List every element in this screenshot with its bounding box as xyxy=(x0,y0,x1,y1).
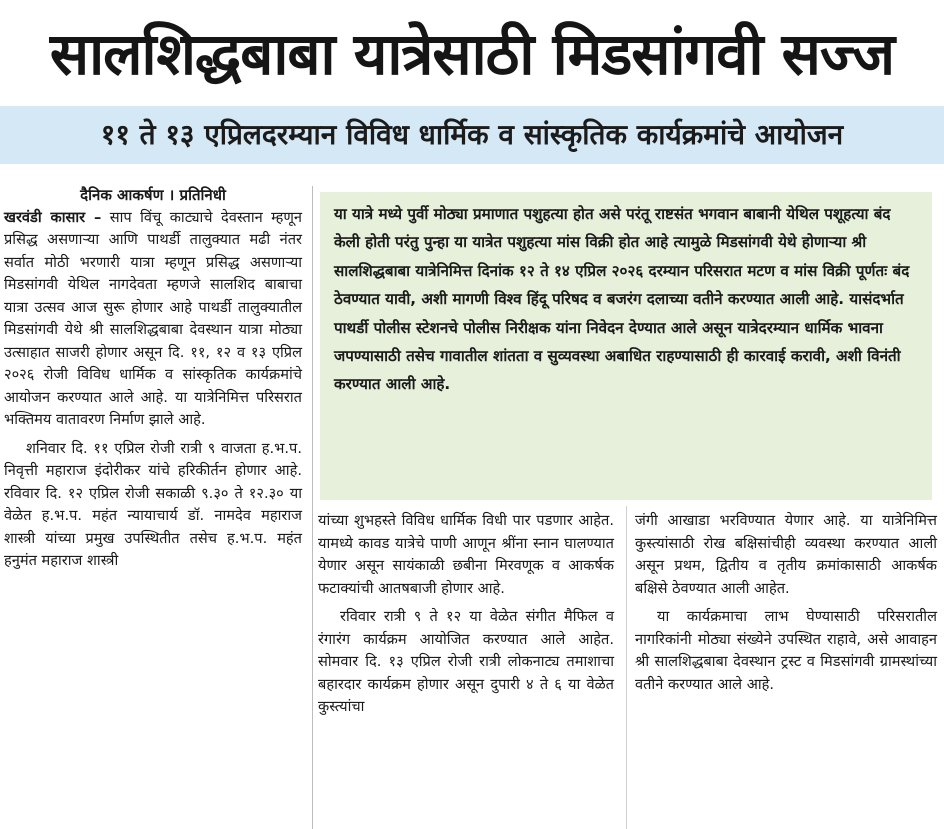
article-paragraph: यांच्या शुभहस्ते विविध धार्मिक विधी पार पडणार आहेत. यामध्ये कावड यात्रेचे पाणी आणून श्रींना स्नान घालण्यात येणार असून सायंकाळी छबीना मिरवणूक व आकर्षक फटाक्यांची आतषबाजी होणार आहे. xyxy=(318,512,614,597)
subheadline-banner: ११ ते १३ एप्रिलदरम्यान विविध धार्मिक व सांस्कृतिक कार्यक्रमांचे आयोजन xyxy=(0,106,944,164)
highlight-box: या यात्रे मध्ये पुर्वी मोठ्या प्रमाणात पशुहत्या होत असे परंतू राष्टसंत भगवान बाबानी येथिल पशूहत्या बंद केली होती परंतु पुन्हा या यात्रेत पशुहत्या मांस विक्री होत आहे त्यामुळे मिडसांगवी येथे होणाऱ्या श्री सालशिद्धबाबा यात्रेनिमित्त दिनांक १२ ते १४ एप्रिल २०२६ दरम्यान परिसरात मटण व मांस विक्री पूर्णतः बंद ठेवण्यात यावी, अशी मागणी विश्व हिंदू परिषद व बजरंग दलाच्या वतीने करण्यात आली आहे. यासंदर्भात पाथर्डी पोलीस स्टेशनचे पोलीस निरीक्षक यांना निवेदन देण्यात आले असून यात्रेदरम्यान धार्मिक भावना जपण्यासाठी तसेच गावातील शांतता व सुव्यवस्था अबाधित राहण्यासाठी ही कारवाई करावी, अशी विनंती करण्यात आली आहे. xyxy=(320,192,932,500)
article-paragraph: रविवार रात्री ९ ते १२ या वेळेत संगीत मैफिल व रंगारंग कार्यक्रम आयोजित करण्यात आले आहेत. सोमवार दि. १३ एप्रिल रोजी रात्री लोकनाट्य तमाशाचा बहारदार कार्यक्रम होणार असून दुपारी ४ ते ६ या वेळेत कुस्त्यांचा xyxy=(318,608,614,715)
headline: सालशिद्धबाबा यात्रेसाठी मिडसांगवी सज्ज xyxy=(49,20,895,88)
dateline: खरवंडी कासार – xyxy=(4,208,102,226)
article-column-1 xyxy=(4,184,302,573)
article-paragraph: जंगी आखाडा भरविण्यात येणार आहे. या यात्रेनिमित्त कुस्त्यांसाठी रोख बक्षिसांचीही व्यवस्था करण्यात आली असून प्रथम, द्वितीय व तृतीय क्रमांकासाठी आकर्षक बक्षिसे ठेवण्यात आली आहेत. xyxy=(635,512,937,597)
column-divider xyxy=(312,186,313,829)
article-column-2 xyxy=(318,510,614,719)
byline: दैनिक आकर्षण । प्रतिनिधी xyxy=(80,186,226,204)
article-paragraph xyxy=(4,207,302,432)
article-paragraph: शनिवार दि. ११ एप्रिल रोजी रात्री ९ वाजता ह.भ.प. निवृत्ती महाराज इंदोरीकर यांचे हरिकीर्तन होणार आहे. रविवार दि. १२ एप्रिल रोजी सकाळी ९.३० ते १२.३० या वेळेत ह.भ.प. महंत न्यायाचार्य डॉ. नामदेव महाराज शास्त्री यांच्या प्रमुख उपस्थितीत तसेच ह.भ.प. महंत हनुमंत महाराज शास्त्री xyxy=(4,439,302,569)
column-divider xyxy=(626,506,627,829)
article-paragraph: या कार्यक्रमाचा लाभ घेण्यासाठी परिसरातील नागरिकांनी मोठ्या संख्येने उपस्थित राहावे, असे आवाहन श्री सालशिद्धबाबा देवस्थान ट्रस्ट व मिडसांगवी ग्रामस्थांच्या वतीने करण्यात आले आहे. xyxy=(635,608,937,693)
article-column-3 xyxy=(635,510,937,696)
paragraph-text: साप विंचू काट्याचे देवस्तान म्हणून प्रसिद्ध असणाऱ्या आणि पाथर्डी तालुक्यात मढी नंतर सर्वात मोठी भरणारी यात्रा म्हणून प्रसिद्ध असणाऱ्या मिडसांगवी येथिल नागदेवता म्हणजे सालशिद बाबाचा यात्रा उत्सव आज सुरू होणार आहे पाथर्डी तालुक्यातील मिडसांगवी येथे श्री सालशिद्धबाबा देवस्थान यात्रा मोठ्या उत्साहात साजरी होणार असून दि. ११, १२ व १३ एप्रिल २०२६ रोजी विविध धार्मिक व सांस्कृतिक कार्यक्रमांचे आयोजन करण्यात आले आहे. या यात्रेनिमित्त परिसरात भक्तिमय वातावरण निर्माण झाले आहे. xyxy=(4,208,302,428)
